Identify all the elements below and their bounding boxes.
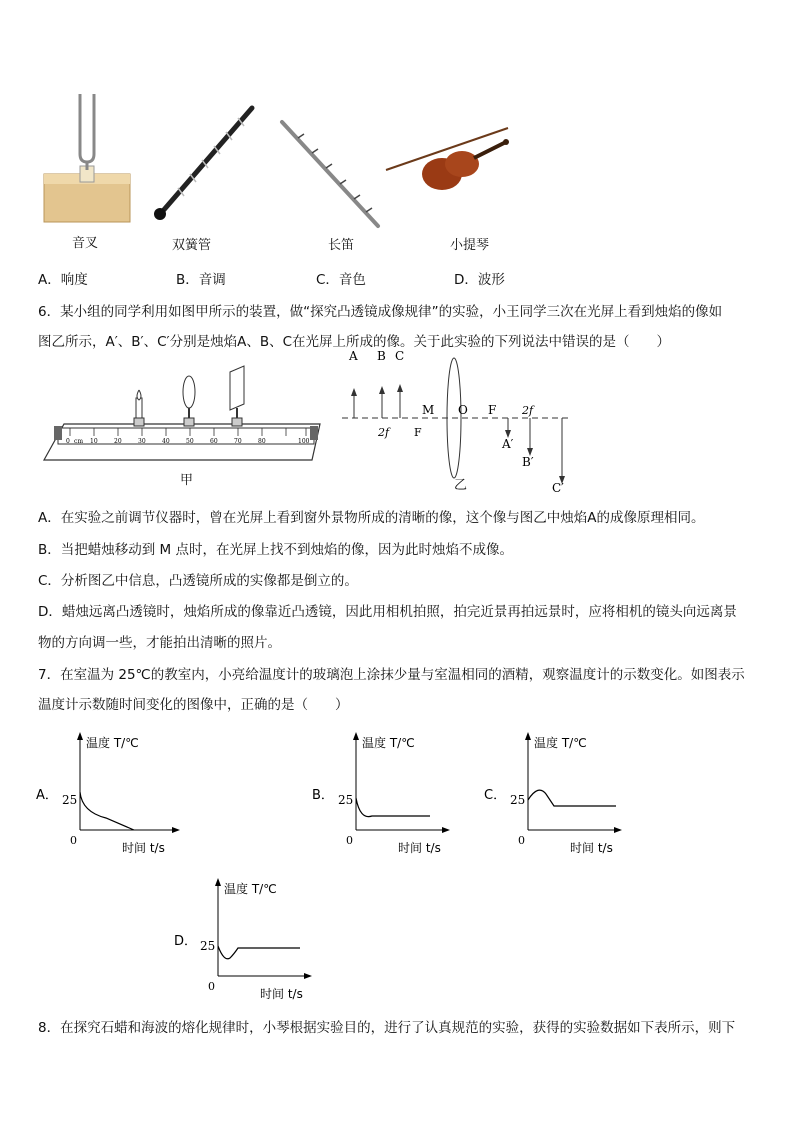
q6-option-b[interactable]: B．当把蜡烛移动到 M 点时，在光屏上找不到烛焰的像，因为此时烛焰不成像。 bbox=[38, 542, 513, 558]
q8-stem-line1: 8．在探究石蜡和海波的熔化规律时，小琴根据实验目的，进行了认真规范的实验，获得的实验数据如下表所示，则下 bbox=[38, 1020, 736, 1036]
q5-option-b[interactable]: B．音调 bbox=[176, 272, 226, 288]
label-A: A bbox=[349, 349, 358, 363]
ruler-tick: 40 bbox=[162, 438, 170, 445]
graph-origin: 0 bbox=[346, 834, 353, 847]
label-2f-right: 2f bbox=[522, 404, 534, 417]
ruler-tick: 20 bbox=[114, 438, 122, 445]
graph-origin: 0 bbox=[70, 834, 77, 847]
q6-option-d[interactable]: D．蜡烛远离凸透镜时，烛焰所成的像靠近凸透镜，因此用相机拍照，拍完近景再拍远景时，应将相机的镜头向远离景 bbox=[38, 604, 737, 620]
ruler-tick: 10 bbox=[90, 438, 98, 445]
temperature-curve bbox=[218, 946, 300, 959]
q6-stem-line1: 6．某小组的同学利用如图甲所示的装置，做“探究凸透镜成像规律”的实验，小王同学三次在光屏上看到烛焰的像如 bbox=[38, 304, 723, 320]
ruler-tick: 100 bbox=[298, 438, 310, 445]
graph-b[interactable] bbox=[312, 730, 452, 858]
graph-letter: A． bbox=[36, 788, 58, 803]
instrument-label: 双簧管 bbox=[172, 238, 212, 253]
figure-yi-caption: 乙 bbox=[454, 478, 468, 493]
label-C: C bbox=[395, 349, 405, 363]
graph-y0: 25 bbox=[200, 939, 216, 953]
q6-option-d-cont: 物的方向调一些，才能拍出清晰的照片。 bbox=[38, 635, 281, 651]
graph-letter: B． bbox=[312, 788, 334, 803]
instrument-label: 小提琴 bbox=[450, 238, 490, 253]
ruler-tick: cm bbox=[74, 438, 84, 445]
graph-letter: D． bbox=[174, 934, 198, 949]
graph-y0: 25 bbox=[510, 793, 526, 807]
graph-xlabel: 时间 t/s bbox=[398, 841, 441, 855]
label-F-right: F bbox=[488, 403, 497, 417]
instrument-label: 长笛 bbox=[328, 238, 355, 253]
ruler-tick: 60 bbox=[210, 438, 218, 445]
temperature-curve bbox=[356, 798, 430, 817]
graph-xlabel: 时间 t/s bbox=[570, 841, 613, 855]
label-A-image: A′ bbox=[502, 437, 514, 451]
q7-stem-line1: 7．在室温为 25℃的教室内，小亮给温度计的玻璃泡上涂抹少量与室温相同的酒精，观察温度计的示数变化。如图表示 bbox=[38, 667, 745, 683]
graph-xlabel: 时间 t/s bbox=[122, 841, 165, 855]
graph-y0: 25 bbox=[338, 793, 354, 807]
violin-image bbox=[382, 124, 512, 200]
graph-letter: C． bbox=[484, 788, 507, 803]
q7-stem-line2: 温度计示数随时间变化的图像中，正确的是（ ） bbox=[38, 697, 349, 713]
graph-y0: 25 bbox=[62, 793, 78, 807]
label-B-image: B′ bbox=[522, 455, 534, 469]
q5-option-d[interactable]: D．波形 bbox=[454, 272, 505, 288]
graph-a[interactable] bbox=[36, 730, 186, 858]
graph-ylabel: 温度 T/℃ bbox=[534, 736, 587, 750]
figure-jia-caption: 甲 bbox=[180, 473, 194, 488]
graph-origin: 0 bbox=[208, 980, 215, 993]
graph-xlabel: 时间 t/s bbox=[260, 987, 303, 1001]
ruler-tick: 80 bbox=[258, 438, 266, 445]
label-C-image: C′ bbox=[552, 481, 564, 495]
label-M: M bbox=[422, 403, 435, 417]
graph-ylabel: 温度 T/℃ bbox=[362, 736, 415, 750]
tuning-fork-image bbox=[40, 92, 135, 227]
q5-option-c[interactable]: C．音色 bbox=[316, 272, 366, 288]
ruler-tick: 30 bbox=[138, 438, 146, 445]
temperature-curve bbox=[80, 792, 134, 830]
graph-origin: 0 bbox=[518, 834, 525, 847]
label-2f-left: 2f bbox=[378, 426, 390, 439]
ruler-tick: 0 bbox=[66, 438, 70, 445]
graph-ylabel: 温度 T/℃ bbox=[224, 882, 277, 896]
graph-d[interactable] bbox=[174, 876, 314, 1004]
temperature-curve bbox=[528, 790, 616, 806]
optical-bench-figure bbox=[40, 364, 330, 468]
q5-option-a[interactable]: A．响度 bbox=[38, 272, 88, 288]
graph-ylabel: 温度 T/℃ bbox=[86, 736, 139, 750]
flute-image bbox=[278, 118, 384, 234]
q6-stem-line2: 图乙所示，A′、B′、C′分别是烛焰A、B、C在光屏上所成的像。关于此实验的下列说法中错误的是（ ） bbox=[38, 334, 671, 350]
q6-option-c[interactable]: C．分析图乙中信息，凸透镜所成的实像都是倒立的。 bbox=[38, 573, 358, 589]
label-O: O bbox=[458, 403, 468, 417]
graph-c[interactable] bbox=[484, 730, 624, 858]
ruler-tick: 50 bbox=[186, 438, 194, 445]
label-F-left: F bbox=[414, 426, 422, 439]
label-B: B bbox=[377, 349, 386, 363]
instrument-label: 音叉 bbox=[72, 236, 99, 251]
q6-option-a[interactable]: A．在实验之前调节仪器时，曾在光屏上看到窗外景物所成的清晰的像，这个像与图乙中烛焰A的成像原理相同。 bbox=[38, 510, 705, 526]
lens-image-diagram bbox=[336, 340, 576, 496]
oboe-image bbox=[148, 104, 258, 224]
ruler-tick: 70 bbox=[234, 438, 242, 445]
